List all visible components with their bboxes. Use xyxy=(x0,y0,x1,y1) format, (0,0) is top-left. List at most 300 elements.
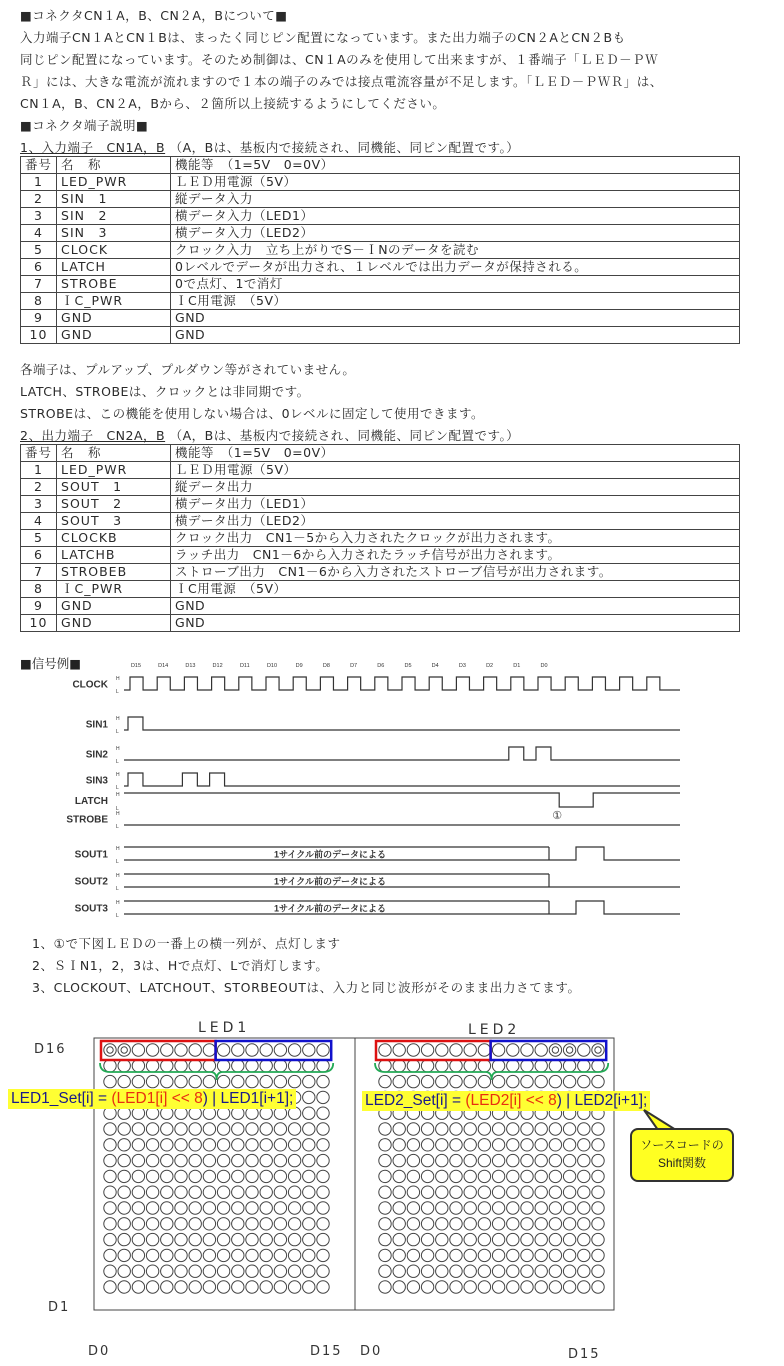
led1-led xyxy=(217,1075,229,1087)
pin-function: ＬＥＤ用電源（5V） xyxy=(171,174,740,191)
led2-led xyxy=(379,1186,391,1198)
pin-number: 8 xyxy=(21,293,57,310)
table-row xyxy=(21,547,740,564)
pin-function: ラッチ出力 CN1－6から入力されたラッチ信号が出力されます。 xyxy=(171,547,740,564)
led1-led xyxy=(132,1233,144,1245)
timing-note: 3、CLOCKOUT、LATCHOUT、STORBEOUTは、入力と同じ波形がそのまま出力さてます。 xyxy=(32,980,581,995)
led2-led xyxy=(492,1186,504,1198)
led2-led xyxy=(535,1170,547,1182)
led2-led xyxy=(521,1218,533,1230)
led2-led xyxy=(421,1170,433,1182)
input-pin-table xyxy=(20,156,740,344)
led2-led xyxy=(393,1139,405,1151)
led1-led xyxy=(118,1218,130,1230)
led2-led xyxy=(379,1249,391,1261)
pin-number: 8 xyxy=(21,581,57,598)
led2-led xyxy=(549,1186,561,1198)
led2-led xyxy=(592,1233,604,1245)
pin-number: 6 xyxy=(21,259,57,276)
table-row xyxy=(21,530,740,547)
led1-led xyxy=(260,1170,272,1182)
led1-led xyxy=(189,1233,201,1245)
led2-led xyxy=(478,1281,490,1293)
led2-led xyxy=(592,1170,604,1182)
led1-led xyxy=(175,1233,187,1245)
pin-function: 0で点灯、1で消灯 xyxy=(171,276,740,293)
led2-led xyxy=(507,1139,519,1151)
clock-bit-label: D12 xyxy=(212,663,223,669)
signal-label-strobe: STROBE xyxy=(66,814,108,826)
led2-led xyxy=(450,1281,462,1293)
sin2-waveform xyxy=(124,747,680,760)
led2-led xyxy=(421,1139,433,1151)
led2-led xyxy=(549,1249,561,1261)
led1-led xyxy=(203,1249,215,1261)
signal-label-sout2: SOUT2 xyxy=(74,876,108,888)
led2-led xyxy=(464,1154,476,1166)
latch-marker: ① xyxy=(552,810,563,822)
led1-led xyxy=(217,1281,229,1293)
led1-led xyxy=(161,1233,173,1245)
led2-led xyxy=(464,1123,476,1135)
led1-col-start-label: D0 xyxy=(88,1344,111,1359)
led1-led xyxy=(274,1154,286,1166)
pin-function: 横データ出力（LED2） xyxy=(171,513,740,530)
row-bottom-label: D1 xyxy=(48,1300,71,1315)
led2-led xyxy=(393,1218,405,1230)
led1-led xyxy=(288,1281,300,1293)
intro-paragraph-line: Ｒ」には、大きな電流が流れますので１本の端子のみでは接点電流容量が不足します。「ＬＥＤ－ＰＷＲ」は、 xyxy=(20,74,663,89)
code-low-byte: ) | LED2[i+1]; xyxy=(556,1092,648,1109)
led2-led xyxy=(507,1265,519,1277)
led2-led xyxy=(407,1139,419,1151)
led1-led xyxy=(260,1233,272,1245)
led2-led xyxy=(450,1265,462,1277)
led2-led xyxy=(421,1044,433,1056)
led2-led xyxy=(436,1139,448,1151)
led2-led xyxy=(507,1202,519,1214)
high-level-marker: H xyxy=(116,846,120,852)
led1-led xyxy=(189,1186,201,1198)
led1-led xyxy=(274,1202,286,1214)
led1-led xyxy=(203,1139,215,1151)
clock-bit-label: D9 xyxy=(295,663,303,669)
led2-led xyxy=(592,1154,604,1166)
led1-led xyxy=(161,1123,173,1135)
led1-led xyxy=(203,1154,215,1166)
led2-led xyxy=(549,1060,561,1072)
sout3-waveform xyxy=(549,901,680,914)
led2-led xyxy=(450,1139,462,1151)
led1-led xyxy=(217,1154,229,1166)
led2-label: LED2 xyxy=(468,1022,521,1038)
led1-led xyxy=(246,1154,258,1166)
led2-led xyxy=(393,1154,405,1166)
led1-led xyxy=(203,1075,215,1087)
led1-led xyxy=(260,1154,272,1166)
intro-paragraph-line: 入力端子CN１AとCN１Bは、まったく同じピン配置になっています。また出力端子のCN２AとCN２Bも xyxy=(20,30,626,45)
led1-led xyxy=(317,1249,329,1261)
high-level-marker: H xyxy=(116,772,120,778)
low-level-marker: L xyxy=(116,759,119,765)
led1-led xyxy=(217,1249,229,1261)
led2-led xyxy=(379,1123,391,1135)
led1-col-end-label: D15 xyxy=(310,1344,343,1359)
led1-led xyxy=(104,1170,116,1182)
led1-led xyxy=(217,1123,229,1135)
led1-led xyxy=(104,1233,116,1245)
input-table-caption xyxy=(20,138,519,156)
led2-led xyxy=(393,1075,405,1087)
led2-led xyxy=(507,1218,519,1230)
led1-led xyxy=(118,1060,130,1072)
led2-led xyxy=(407,1044,419,1056)
led2-led xyxy=(563,1139,575,1151)
code-high-byte: (LED1[i] << 8 xyxy=(111,1090,203,1107)
led1-led xyxy=(288,1249,300,1261)
pin-function: GND xyxy=(171,327,740,344)
table-row xyxy=(21,615,740,632)
led1-led xyxy=(246,1265,258,1277)
pin-name: STROBE xyxy=(57,276,171,293)
led2-col-end-label: D15 xyxy=(568,1347,601,1362)
led1-led xyxy=(274,1139,286,1151)
pin-number: 2 xyxy=(21,479,57,496)
led2-led xyxy=(492,1154,504,1166)
output-table-caption xyxy=(20,426,519,444)
intro-paragraph-line: 同じピン配置になっています。そのため制御は、CN１Aのみを使用して出来ますが、１番端子「ＬＥＤ－ＰＷ xyxy=(20,52,659,67)
table-row xyxy=(21,293,740,310)
high-level-marker: H xyxy=(116,792,120,798)
high-level-marker: H xyxy=(116,900,120,906)
led1-led xyxy=(217,1060,229,1072)
note-line: LATCH、STROBEは、クロックとは非同期です。 xyxy=(20,384,310,399)
led1-led xyxy=(161,1139,173,1151)
led2-led xyxy=(563,1123,575,1135)
signal-label-sin2: SIN2 xyxy=(85,749,108,761)
pin-name: LED_PWR xyxy=(57,462,171,479)
table-row xyxy=(21,259,740,276)
led2-led xyxy=(450,1154,462,1166)
led2-led xyxy=(578,1202,590,1214)
led1-led xyxy=(246,1218,258,1230)
pin-number: 3 xyxy=(21,496,57,513)
led2-led xyxy=(478,1075,490,1087)
led1-led xyxy=(246,1139,258,1151)
led1-led xyxy=(217,1202,229,1214)
column-header: 番号 xyxy=(21,445,57,462)
led2-led xyxy=(578,1170,590,1182)
led1-led xyxy=(175,1139,187,1151)
led2-led xyxy=(535,1233,547,1245)
led1-led xyxy=(288,1202,300,1214)
low-level-marker: L xyxy=(116,806,119,812)
led1-led xyxy=(317,1281,329,1293)
led1-led xyxy=(146,1265,158,1277)
led1-led xyxy=(274,1123,286,1135)
led2-led xyxy=(464,1044,476,1056)
led2-led xyxy=(379,1139,391,1151)
output-pin-table xyxy=(20,444,740,632)
table-row xyxy=(21,581,740,598)
pin-name: LATCH xyxy=(57,259,171,276)
pin-name: ＩC_PWR xyxy=(57,293,171,310)
led1-led xyxy=(317,1202,329,1214)
pin-function: GND xyxy=(171,310,740,327)
led2-led xyxy=(535,1218,547,1230)
led1-led xyxy=(175,1281,187,1293)
led2-led xyxy=(578,1233,590,1245)
led1-led xyxy=(303,1218,315,1230)
led1-led xyxy=(246,1060,258,1072)
led1-led xyxy=(146,1075,158,1087)
led2-led xyxy=(421,1075,433,1087)
pin-number: 9 xyxy=(21,598,57,615)
led1-led xyxy=(146,1154,158,1166)
led1-led xyxy=(246,1186,258,1198)
clock-waveform xyxy=(124,677,680,690)
led2-led xyxy=(436,1233,448,1245)
led1-led xyxy=(203,1218,215,1230)
led1-led xyxy=(132,1075,144,1087)
led1-led xyxy=(274,1060,286,1072)
led1-led xyxy=(274,1075,286,1087)
led2-led xyxy=(421,1060,433,1072)
led1-led xyxy=(303,1123,315,1135)
led2-led xyxy=(407,1186,419,1198)
led2-led xyxy=(379,1202,391,1214)
led1-led xyxy=(288,1218,300,1230)
led2-led xyxy=(578,1249,590,1261)
led1-led xyxy=(303,1202,315,1214)
led2-led xyxy=(549,1123,561,1135)
led2-led xyxy=(592,1265,604,1277)
pin-number: 7 xyxy=(21,276,57,293)
led1-led xyxy=(132,1139,144,1151)
led2-led xyxy=(492,1202,504,1214)
led1-led xyxy=(118,1186,130,1198)
led2-led xyxy=(379,1218,391,1230)
led2-led xyxy=(393,1044,405,1056)
led2-led xyxy=(393,1233,405,1245)
led1-led xyxy=(246,1233,258,1245)
led2-led xyxy=(436,1202,448,1214)
clock-bit-label: D4 xyxy=(431,663,439,669)
led2-led xyxy=(407,1123,419,1135)
led1-led xyxy=(118,1202,130,1214)
led2-led xyxy=(492,1249,504,1261)
signal-label-latch: LATCH xyxy=(74,796,108,807)
led2-led xyxy=(393,1123,405,1135)
led2-led xyxy=(578,1265,590,1277)
led2-led xyxy=(578,1139,590,1151)
led1-led xyxy=(203,1186,215,1198)
led1-led xyxy=(118,1123,130,1135)
led1-led xyxy=(260,1218,272,1230)
led1-led xyxy=(232,1123,244,1135)
led1-led xyxy=(203,1202,215,1214)
led2-led xyxy=(478,1044,490,1056)
led1-led xyxy=(161,1186,173,1198)
code-high-byte: (LED2[i] << 8 xyxy=(465,1092,557,1109)
led1-led xyxy=(189,1265,201,1277)
led1-led xyxy=(146,1233,158,1245)
pin-name: GND xyxy=(57,327,171,344)
led2-led xyxy=(521,1202,533,1214)
led1-led xyxy=(146,1060,158,1072)
led1-led xyxy=(288,1139,300,1151)
led1-led xyxy=(104,1060,116,1072)
led1-led xyxy=(232,1202,244,1214)
led1-led xyxy=(246,1075,258,1087)
led2-led xyxy=(492,1265,504,1277)
led2-led xyxy=(464,1060,476,1072)
pin-number: 3 xyxy=(21,208,57,225)
led1-led xyxy=(161,1154,173,1166)
led2-led xyxy=(563,1249,575,1261)
led1-led xyxy=(260,1123,272,1135)
led1-led xyxy=(118,1075,130,1087)
led1-led xyxy=(118,1249,130,1261)
table-row xyxy=(21,598,740,615)
pin-number: 1 xyxy=(21,462,57,479)
pin-name: GND xyxy=(57,615,171,632)
led1-led xyxy=(317,1154,329,1166)
led1-led xyxy=(118,1170,130,1182)
led2-shift-code xyxy=(362,1091,650,1111)
led1-led xyxy=(132,1123,144,1135)
pin-function: ＩC用電源 （5V） xyxy=(171,293,740,310)
led1-led xyxy=(104,1265,116,1277)
led2-led xyxy=(492,1218,504,1230)
led2-led xyxy=(421,1154,433,1166)
led1-led xyxy=(288,1233,300,1245)
led1-led xyxy=(288,1123,300,1135)
led1-led xyxy=(118,1139,130,1151)
led1-led xyxy=(146,1202,158,1214)
led1-led xyxy=(303,1233,315,1245)
low-level-marker: L xyxy=(116,886,119,892)
led2-led xyxy=(492,1044,504,1056)
pin-name: CLOCKB xyxy=(57,530,171,547)
low-level-marker: L xyxy=(116,859,119,865)
led1-led xyxy=(260,1265,272,1277)
led1-led xyxy=(175,1075,187,1087)
led1-led xyxy=(274,1249,286,1261)
led1-led xyxy=(303,1060,315,1072)
pin-function: ストローブ出力 CN1－6から入力されたストローブ信号が出力されます。 xyxy=(171,564,740,581)
pin-number: 10 xyxy=(21,615,57,632)
pin-name: SIN 1 xyxy=(57,191,171,208)
section-heading: ■コネクタ端子説明■ xyxy=(20,118,149,133)
led2-led xyxy=(407,1281,419,1293)
led1-led xyxy=(203,1060,215,1072)
high-level-marker: H xyxy=(116,716,120,722)
table-row xyxy=(21,208,740,225)
led1-led xyxy=(217,1139,229,1151)
table-row xyxy=(21,564,740,581)
timing-note: 1、①で下図ＬＥＤの一番上の横一列が、点灯します xyxy=(32,936,341,951)
led1-led xyxy=(303,1170,315,1182)
led1-led xyxy=(161,1170,173,1182)
timing-heading: ■信号例■ xyxy=(20,656,82,671)
led2-led xyxy=(393,1249,405,1261)
clock-bit-label: D3 xyxy=(458,663,466,669)
led1-led xyxy=(260,1044,272,1056)
pin-name: CLOCK xyxy=(57,242,171,259)
led1-led xyxy=(232,1154,244,1166)
previous-cycle-text: 1サイクル前のデータによる xyxy=(274,876,386,887)
led2-led xyxy=(507,1233,519,1245)
led2-led xyxy=(507,1170,519,1182)
led1-led xyxy=(317,1107,329,1119)
pin-function: 横データ出力（LED1） xyxy=(171,496,740,513)
led1-led xyxy=(161,1075,173,1087)
pin-name: GND xyxy=(57,310,171,327)
led2-led xyxy=(507,1281,519,1293)
sin3-waveform xyxy=(124,773,680,786)
led1-led xyxy=(217,1265,229,1277)
high-level-marker: H xyxy=(116,746,120,752)
led2-led xyxy=(421,1249,433,1261)
led2-led xyxy=(407,1075,419,1087)
code-prefix: LED2_Set[i] = xyxy=(365,1092,466,1109)
led1-led xyxy=(146,1218,158,1230)
led1-led xyxy=(161,1281,173,1293)
led1-led xyxy=(203,1281,215,1293)
led2-led xyxy=(450,1186,462,1198)
led1-led xyxy=(203,1044,215,1056)
led2-led xyxy=(549,1233,561,1245)
led2-led xyxy=(521,1154,533,1166)
timing-note: 2、ＳＩN1，2，3は、Hで点灯、Lで消灯します。 xyxy=(32,958,329,973)
pin-name: STROBEB xyxy=(57,564,171,581)
led1-led xyxy=(175,1123,187,1135)
clock-bit-label: D0 xyxy=(540,663,548,669)
led2-led xyxy=(578,1123,590,1135)
led1-led xyxy=(175,1265,187,1277)
intro-paragraph-line: CN１A，B、CN２A，Bから、２箇所以上接続するようにしてください。 xyxy=(20,96,446,111)
led2-led xyxy=(436,1186,448,1198)
sout1-waveform xyxy=(549,847,680,860)
led1-led xyxy=(132,1044,144,1056)
led1-led xyxy=(260,1139,272,1151)
led1-led xyxy=(189,1123,201,1135)
pin-number: 1 xyxy=(21,174,57,191)
output-table-caption-note: （A，Bは、基板内で接続され、同機能、同ピン配置です。） xyxy=(169,428,520,443)
led2-led xyxy=(492,1060,504,1072)
pin-name: GND xyxy=(57,598,171,615)
led1-led xyxy=(303,1107,315,1119)
led2-led xyxy=(478,1265,490,1277)
led2-led xyxy=(563,1186,575,1198)
led1-led xyxy=(246,1123,258,1135)
led2-led xyxy=(393,1202,405,1214)
led1-led xyxy=(104,1139,116,1151)
table-row xyxy=(21,174,740,191)
led2-led xyxy=(563,1170,575,1182)
latch-waveform xyxy=(124,793,680,807)
column-header: 名 称 xyxy=(57,445,171,462)
led2-led xyxy=(436,1265,448,1277)
led1-led xyxy=(175,1060,187,1072)
led2-led xyxy=(563,1265,575,1277)
led2-led xyxy=(563,1202,575,1214)
led1-led xyxy=(132,1281,144,1293)
led2-led xyxy=(478,1154,490,1166)
pin-function: GND xyxy=(171,598,740,615)
led1-led xyxy=(189,1139,201,1151)
